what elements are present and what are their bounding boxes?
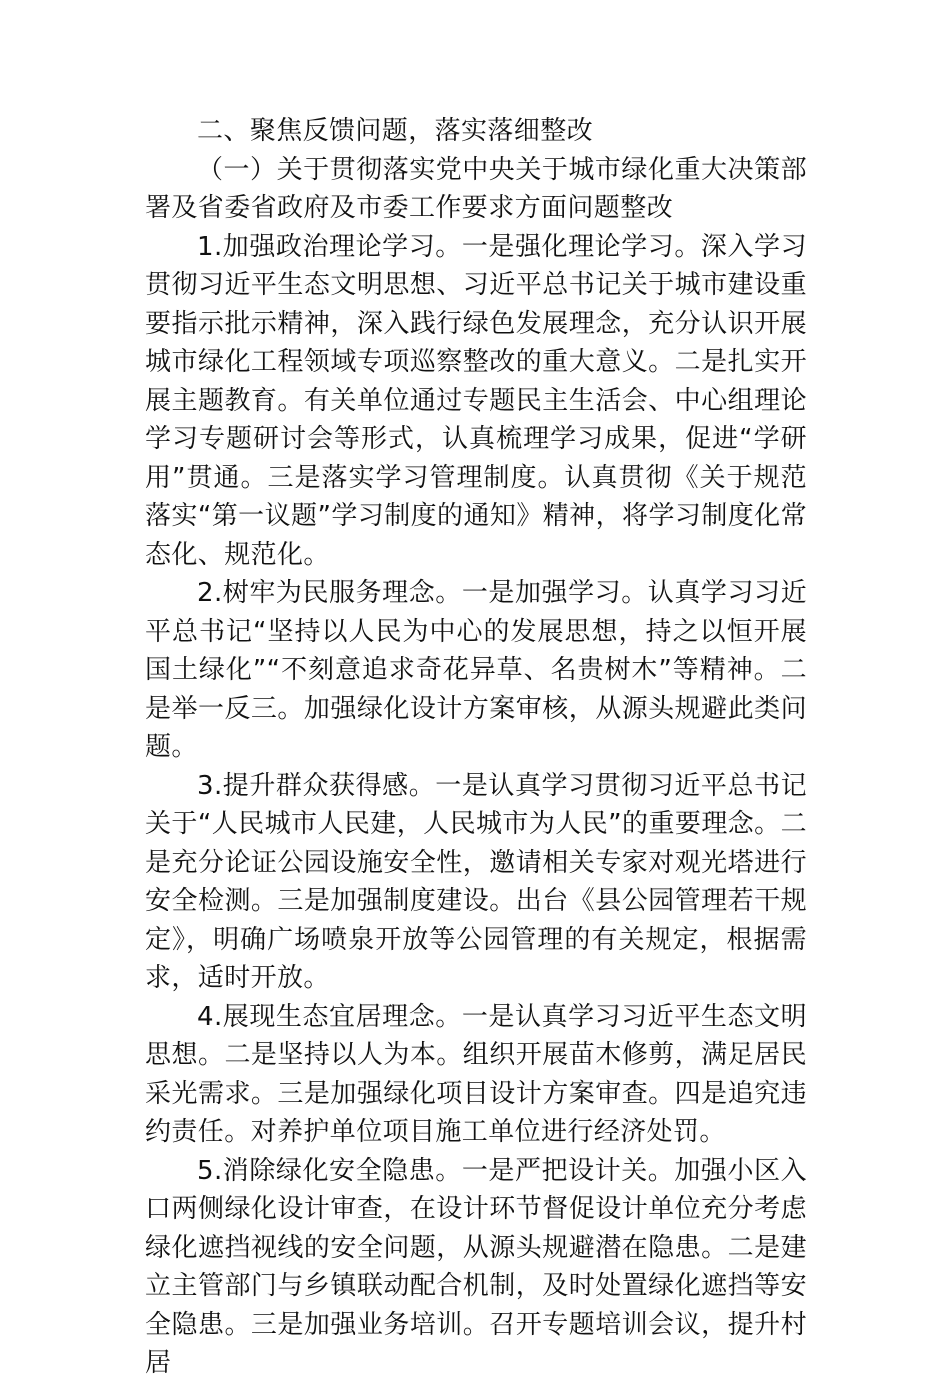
- paragraph-3: 3.提升群众获得感。一是认真学习贯彻习近平总书记关于“人民城市人民建，人民城市为人民”的重要理念。二是充分论证公园设施安全性，邀请相关专家对观光塔进行安全检测。三是加强制度建设。出台《县公园管理若干规定》，明确广场喷泉开放等公园管理的有关规定，根据需求，适时开放。: [145, 770, 807, 993]
- paragraph-4: 4.展现生态宜居理念。一是认真学习习近平生态文明思想。二是坚持以人为本。组织开展苗木修剪，满足居民采光需求。三是加强绿化项目设计方案审查。四是追究违约责任。对养护单位项目施工单位进行经济处罚。: [145, 1001, 807, 1147]
- paragraph-5: 5.消除绿化安全隐患。一是严把设计关。加强小区入口两侧绿化设计审查，在设计环节督促设计单位充分考虑绿化遮挡视线的安全问题，从源头规避潜在隐患。二是建立主管部门与乡镇联动配合机制，及时处置绿化遮挡等安全隐患。三是加强业务培训。召开专题培训会议，提升村居: [145, 1155, 807, 1378]
- section-heading: 二、聚焦反馈问题，落实落细整改: [197, 116, 594, 146]
- subsection-heading: （一）关于贯彻落实党中央关于城市绿化重大决策部署及省委省政府及市委工作要求方面问题整改: [145, 154, 807, 223]
- paragraph-2: 2.树牢为民服务理念。一是加强学习。认真学习习近平总书记“坚持以人民为中心的发展思想，持之以恒开展国土绿化”“不刻意追求奇花异草、名贵树木”等精神。二是举一反三。加强绿化设计方案审核，从源头规避此类问题。: [145, 578, 807, 762]
- document-body: [145, 112, 807, 1383]
- paragraph-1: 1.加强政治理论学习。一是强化理论学习。深入学习贯彻习近平生态文明思想、习近平总书记关于城市建设重要指示批示精神，深入践行绿色发展理念，充分认识开展城市绿化工程领域专项巡察整改的重大意义。二是扎实开展主题教育。有关单位通过专题民主生活会、中心组理论学习专题研讨会等形式，认真梳理学习成果，促进“学研用”贯通。三是落实学习管理制度。认真贯彻《关于规范落实“第一议题”学习制度的通知》精神，将学习制度化常态化、规范化。: [145, 231, 807, 570]
